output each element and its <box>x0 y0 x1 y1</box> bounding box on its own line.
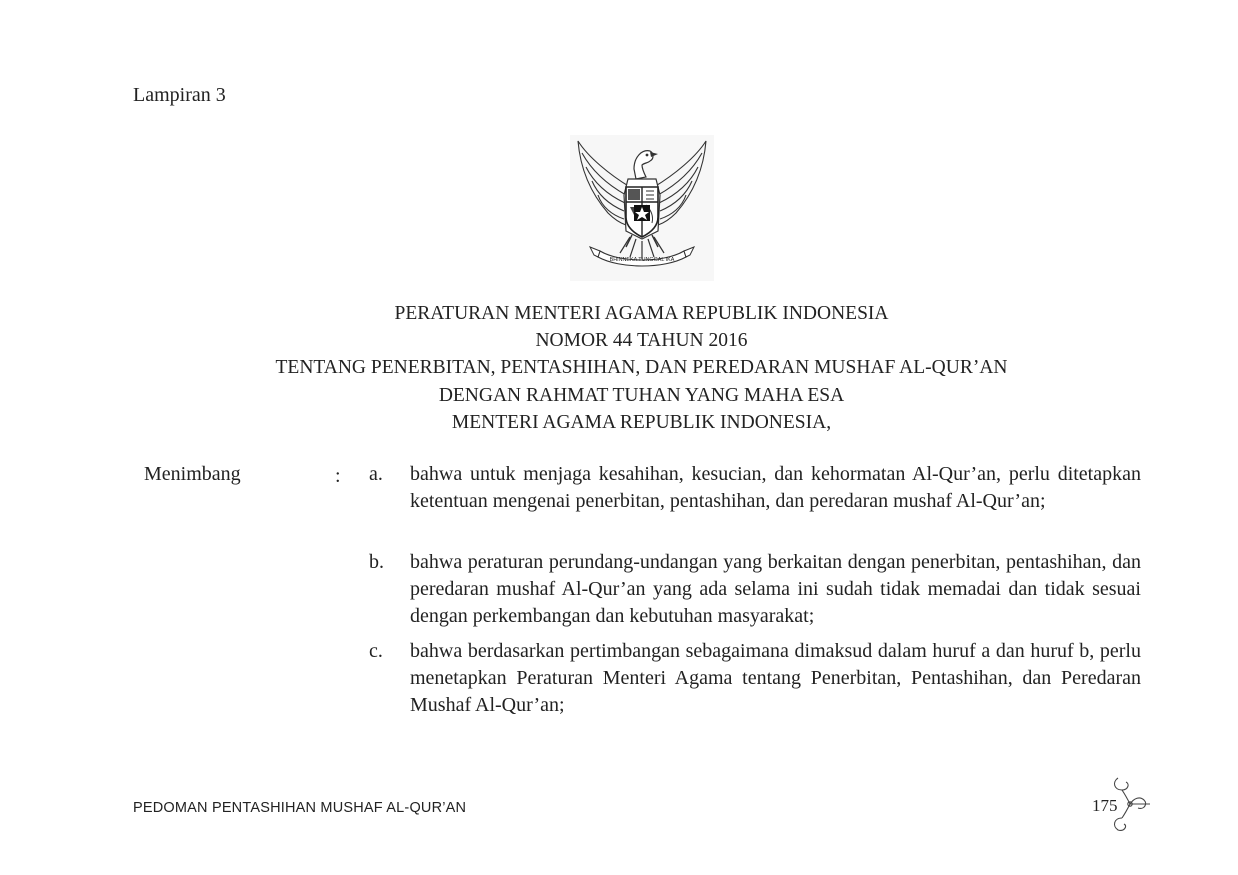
garuda-pancasila-emblem <box>570 135 714 281</box>
item-text: bahwa untuk menjaga kesahihan, kesucian, dan kehormatan Al-Qur’an, perlu ditetapkan ketentuan mengenai penerbitan, pentashihan, dan peredaran mushaf Al-Qur’an; <box>410 463 1141 512</box>
regulation-heading <box>0 300 1238 436</box>
heading-line: MENTERI AGAMA REPUBLIK INDONESIA, <box>451 411 832 433</box>
book-title-footer: PEDOMAN PENTASHIHAN MUSHAF AL-QUR’AN <box>133 800 467 816</box>
page-number: 175 <box>1092 796 1118 815</box>
appendix-label: Lampiran 3 <box>133 84 226 106</box>
menimbang-colon: : <box>335 465 341 487</box>
item-letter: c. <box>369 640 383 662</box>
item-text: bahwa peraturan perundang-undangan yang berkaitan dengan penerbitan, pentashihan, dan peredaran mushaf Al-Qur’an yang ada selama ini sudah tidak memadai dan tidak sesuai dengan perkembangan dan kebutuhan masyarakat; <box>410 551 1141 627</box>
menimbang-label: Menimbang <box>144 463 241 485</box>
heading-line: PERATURAN MENTERI AGAMA REPUBLIK INDONESIA <box>394 303 889 324</box>
consideration-item-b <box>369 549 1141 629</box>
consideration-item-a <box>369 461 1141 515</box>
heading-line: DENGAN RAHMAT TUHAN YANG MAHA ESA <box>438 384 845 406</box>
svg-text:BHINNEKA TUNGGAL IKA: BHINNEKA TUNGGAL IKA <box>609 257 675 263</box>
heading-line: NOMOR 44 TAHUN 2016 <box>535 330 748 352</box>
heading-line: TENTANG PENERBITAN, PENTASHIHAN, DAN PEREDARAN MUSHAF AL-QUR’AN <box>275 357 1008 379</box>
floral-ornament-icon <box>1108 774 1152 834</box>
item-letter: a. <box>369 463 383 485</box>
consideration-item-c <box>369 638 1141 718</box>
item-letter: b. <box>369 551 384 573</box>
item-text: bahwa berdasarkan pertimbangan sebagaimana dimaksud dalam huruf a dan huruf b, perlu menetapkan Peraturan Menteri Agama tentang Penerbitan, Pentashihan, dan Peredaran Mushaf Al-Qur’an; <box>410 640 1141 716</box>
